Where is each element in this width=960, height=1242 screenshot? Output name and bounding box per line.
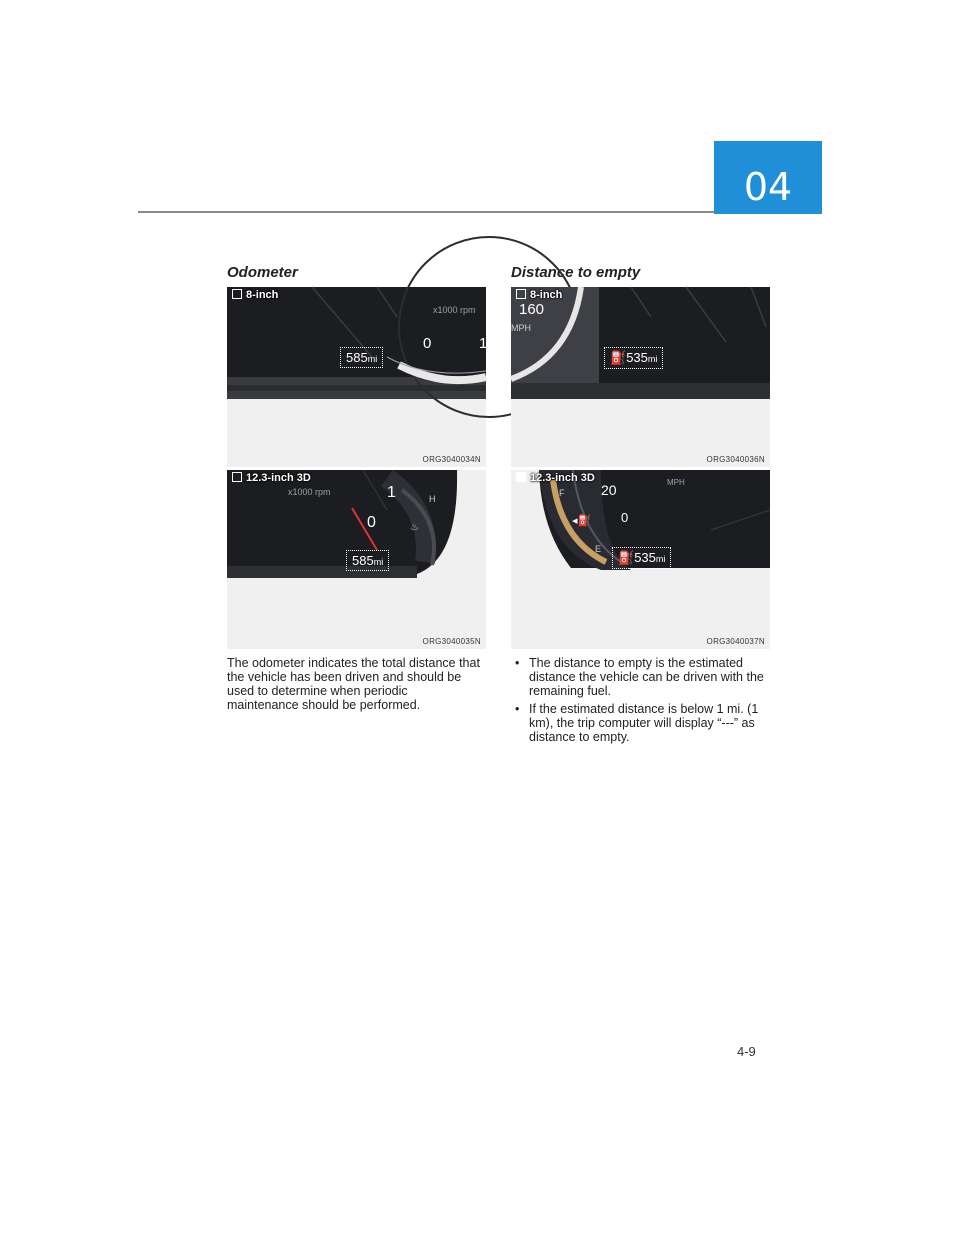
dte-readout: ⛽535mi [612,547,671,569]
dte-title: Distance to empty [511,264,641,281]
fuel-gauge-icon: ◂⛽ [572,515,592,527]
speed-unit: MPH [667,478,685,487]
checkbox-square-icon [516,472,526,482]
odometer-description: The odometer indicates the total distance that the vehicle has been driven and should be used to determine when periodic maintenance should be performed. [227,656,480,712]
rpm-zero: 0 [367,514,376,531]
dte-readout: ⛽535mi [604,347,663,369]
odometer-readout: 585mi [340,347,383,368]
temp-h-label: H [429,494,436,504]
odometer-figure-12inch [227,470,486,649]
figure-label: 12.3-inch 3D [232,472,311,484]
rpm-label: x1000 rpm [433,305,476,315]
list-item: • The distance to empty is the estimated distance the vehicle can be driven with the remaining fuel. [511,656,773,698]
page-number: 4-9 [737,1044,756,1059]
figure-code: ORG3040034N [422,455,481,464]
rpm-zero: 0 [423,335,432,352]
odometer-title: Odometer [227,264,298,281]
figure-label: 8-inch [516,289,562,301]
dte-figure-8inch [511,287,770,467]
rpm-label: x1000 rpm [288,487,331,497]
odometer-readout: 585mi [346,550,389,571]
rpm-one: 1 [387,484,396,501]
figure-code: ORG3040037N [706,637,765,646]
dte-figure-12inch [511,470,770,649]
fuel-pump-icon: ⛽ [618,550,635,565]
fuel-e-label: E [595,544,602,554]
figure-code: ORG3040036N [706,455,765,464]
checkbox-square-icon [232,289,242,299]
fuel-pump-icon: ⛽ [610,350,627,365]
list-item: • If the estimated distance is below 1 mi. (1 km), the trip computer will display “---” as distance to empty. [511,702,773,744]
speed-unit: MPH [511,323,531,333]
figure-code: ORG3040035N [422,637,481,646]
checkbox-square-icon [232,472,242,482]
figure-label: 8-inch [232,289,278,301]
coolant-temp-icon: ♨ [410,522,419,533]
dte-bullets [511,656,773,748]
fuel-f-label: F [559,488,565,498]
odometer-figure-8inch [227,287,486,467]
speed-tick-20: 20 [601,482,617,498]
checkbox-square-icon [516,289,526,299]
chapter-rule [138,211,714,213]
chapter-tab: 04 [714,141,822,214]
rpm-one: 1 [479,335,488,352]
figure-label: 12.3-inch 3D [516,472,595,484]
speed-value: 160 [519,301,545,318]
cluster-illustration [511,287,770,467]
speed-tick-0: 0 [621,510,629,525]
